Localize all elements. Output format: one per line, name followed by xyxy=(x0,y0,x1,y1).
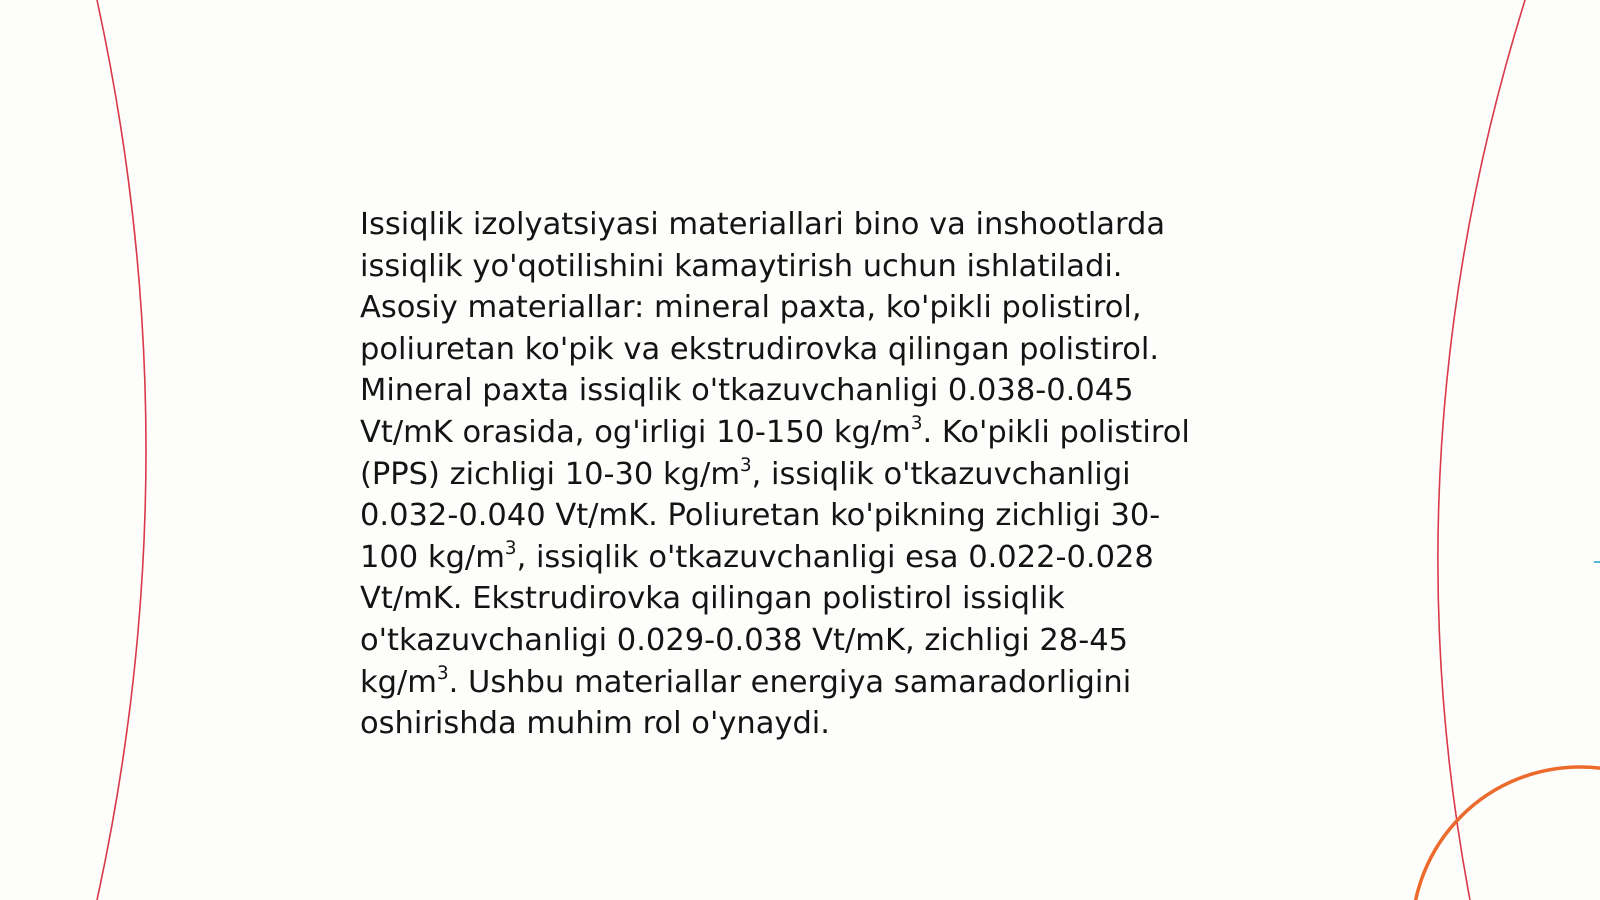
line-text: Issiqlik izolyatsiyasi materiallari bino va inshootlarda xyxy=(360,207,1166,242)
corner-circle-decoration xyxy=(1412,767,1600,900)
paragraph-line xyxy=(360,620,1260,662)
paragraph-line xyxy=(360,204,1260,246)
line-text: poliuretan ko'pik va ekstrudirovka qilingan polistirol. xyxy=(360,331,1160,367)
line-text: Mineral paxta issiqlik o'tkazuvchanligi 0.038-0.045 xyxy=(360,373,1134,409)
line-text: 0.032-0.040 Vt/mK. Poliuretan ko'pikning zichligi 30- xyxy=(360,498,1161,534)
paragraph-line xyxy=(360,578,1260,620)
body-paragraph xyxy=(360,204,1260,745)
paragraph-line xyxy=(360,370,1260,412)
line-text: , issiqlik o'tkazuvchanligi esa 0.022-0.028 xyxy=(516,539,1154,575)
superscript-exponent: 3 xyxy=(437,662,449,684)
line-text: issiqlik yo'qotilishini kamaytirish uchun ishlatiladi. xyxy=(360,248,1123,284)
line-text: Vt/mK. Ekstrudirovka qilingan polistirol issiqlik xyxy=(360,581,1065,617)
line-text: kg/m xyxy=(360,664,438,700)
superscript-exponent: 3 xyxy=(504,537,517,559)
line-text: o'tkazuvchanligi 0.029-0.038 Vt/mK, zichligi 28-45 xyxy=(360,622,1129,658)
paragraph-line xyxy=(360,287,1260,329)
left-arc-decoration xyxy=(97,0,146,900)
paragraph-line xyxy=(360,495,1260,537)
paragraph-line xyxy=(360,703,1260,745)
paragraph-line xyxy=(360,662,1260,704)
paragraph-line xyxy=(360,246,1260,288)
line-text: . Ushbu materiallar energiya samaradorligini xyxy=(448,664,1132,700)
superscript-exponent: 3 xyxy=(740,454,752,476)
line-text: (PPS) zichligi 10-30 kg/m xyxy=(360,456,741,492)
superscript-exponent: 3 xyxy=(910,412,923,434)
line-text: Asosiy materiallar: mineral paxta, ko'pikli polistirol, xyxy=(360,290,1142,326)
paragraph-line xyxy=(360,454,1260,496)
line-text: oshirishda muhim rol o'ynaydi. xyxy=(360,706,830,742)
paragraph-line xyxy=(360,412,1260,454)
line-text: . Ko'pikli polistirol xyxy=(922,414,1190,450)
line-text: 100 kg/m xyxy=(360,539,505,575)
right-arc-decoration xyxy=(1438,0,1525,900)
paragraph-line xyxy=(360,329,1260,371)
paragraph-line xyxy=(360,537,1260,579)
line-text: Vt/mK orasida, og'irligi 10-150 kg/m xyxy=(360,414,911,450)
line-text: , issiqlik o'tkazuvchanligi xyxy=(751,456,1131,492)
